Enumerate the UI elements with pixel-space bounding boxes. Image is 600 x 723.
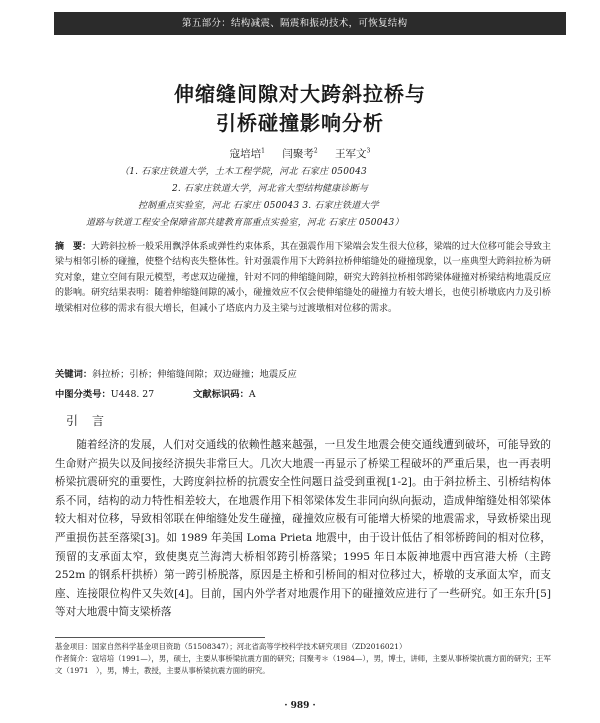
author: 寇培培$^1$ — [229, 147, 265, 160]
affiliation-line: 道路与铁道工程安全保障省部共建教育部重点实验室，河北 石家庄 050043） — [86, 218, 404, 228]
abstract-text: 大跨斜拉桥一般采用飘浮体系或弹性约束体系，其在强震作用下梁端会发生很大位移，梁端的过大位移可能会导致主梁与相邻引桥的碰撞，使整个结构丧失整体性。针对强震作用下大跨斜拉桥伸缩缝处的碰撞现象，以一座典型大跨斜拉桥为研究对象，建立空间有限元模型，考虑双边碰撞，针对不同的伸缩缝间隙，研究大跨斜拉桥相邻跨梁体碰撞对桥梁结构地震反应的影响。研究结果表明：随着伸缩缝间隙的减小，碰撞效应不仅会使伸缩缝处的碰撞力有较大增长，也使引桥墩底内力及引桥墩梁相对位移的需求有很大增长，但减小了塔底内力及主梁与过渡墩相对位移的需求。 — [55, 242, 551, 314]
author: 闫聚考$^2$ — [282, 147, 318, 160]
paper-title-line1: 伸缩缝间隙对大跨斜拉桥与 — [174, 82, 426, 106]
abstract — [55, 240, 551, 317]
fund-footnote: 基金项目：国家自然科学基金项目资助（51508347）；河北省高等学校科学技术研究项目（ZD2016021） — [55, 642, 407, 651]
keywords-text: 斜拉桥；引桥；伸缩缝间隙；双边碰撞；地震反应 — [92, 369, 297, 380]
keywords — [55, 366, 551, 380]
author: 王军文$^3$ — [335, 147, 371, 160]
affiliation-line: 2. 石家庄铁道大学，河北省大型结构健康诊断与 — [172, 184, 369, 194]
affiliation-line: （1. 石家庄铁道大学，土木工程学院，河北 石家庄 050043 — [120, 167, 367, 177]
section-heading: 引言 — [66, 414, 119, 428]
classification-line — [55, 386, 551, 400]
doc-code-label: 文献标识码： — [193, 389, 249, 400]
body-paragraph: 随着经济的发展，人们对交通线的依赖性越来越强，一旦发生地震会使交通线遭到破坏，可能导致的生命财产损失以及间接经济损失非常巨大。几次大地震一再显示了桥梁工程破坏的严重后果，也一再表明桥梁抗震研究的重要性，大跨度斜拉桥的抗震安全性问题日益受到重视[1-2]。由于斜拉桥主、引桥结构体系不同，结构的动力特性相差较大，在地震作用下相邻梁体发生非同向纵向振动，造成伸缩缝处相邻梁体较大相对位移，导致相邻联在伸缩缝处发生碰撞，碰撞效应极有可能增大桥梁的地震需求，导致桥梁出现严重损伤甚至落梁[3]。如 1989 年美国 Loma Prieta 地震中，由于设计低估了相邻桥跨间的相对位移，预留的支承面太窄，致使奥克兰海湾大桥相邻跨引桥落梁；1995 年日本阪神地震中西宫港大桥（主跨 252m 的钢系杆拱桥）第一跨引桥脱落，原因是主桥和引桥间的相对位移过大，桥墩的支承面太窄，而支座、连接限位构件又失效[4]。目前，国内外学者对地震作用下的碰撞效应进行了一些研究。如王东升[5] 等对大地震中简支梁桥落 — [55, 439, 551, 619]
doc-code-value: A — [248, 389, 256, 400]
abstract-label: 摘 要： — [55, 242, 92, 252]
clc-label: 中图分类号： — [55, 389, 111, 400]
running-head: 第五部分：结构减震、隔震和振动技术，可恢复结构 — [54, 12, 566, 35]
footnote-rule — [55, 637, 265, 638]
affiliation-line: 控制重点实验室，河北 石家庄 050043 3. 石家庄铁道大学 — [138, 201, 379, 211]
footnotes — [55, 641, 551, 676]
author-list — [0, 146, 600, 161]
clc-value: U448. 27 — [110, 389, 155, 400]
page-number: · 989 · — [284, 701, 316, 711]
keywords-label: 关键词： — [55, 369, 93, 380]
paper-title-line2: 引桥碰撞影响分析 — [216, 111, 384, 135]
author-bio-footnote: 作者简介：寇培培（1991—），男，硕士，主要从事桥梁抗震方面的研究；闫聚考＊（1984—），男，博士，讲师，主要从事桥梁抗震方面的研究；王军文（1971 ），男，博士，教授，主要从事桥梁抗震方面的研究。 — [55, 653, 551, 675]
